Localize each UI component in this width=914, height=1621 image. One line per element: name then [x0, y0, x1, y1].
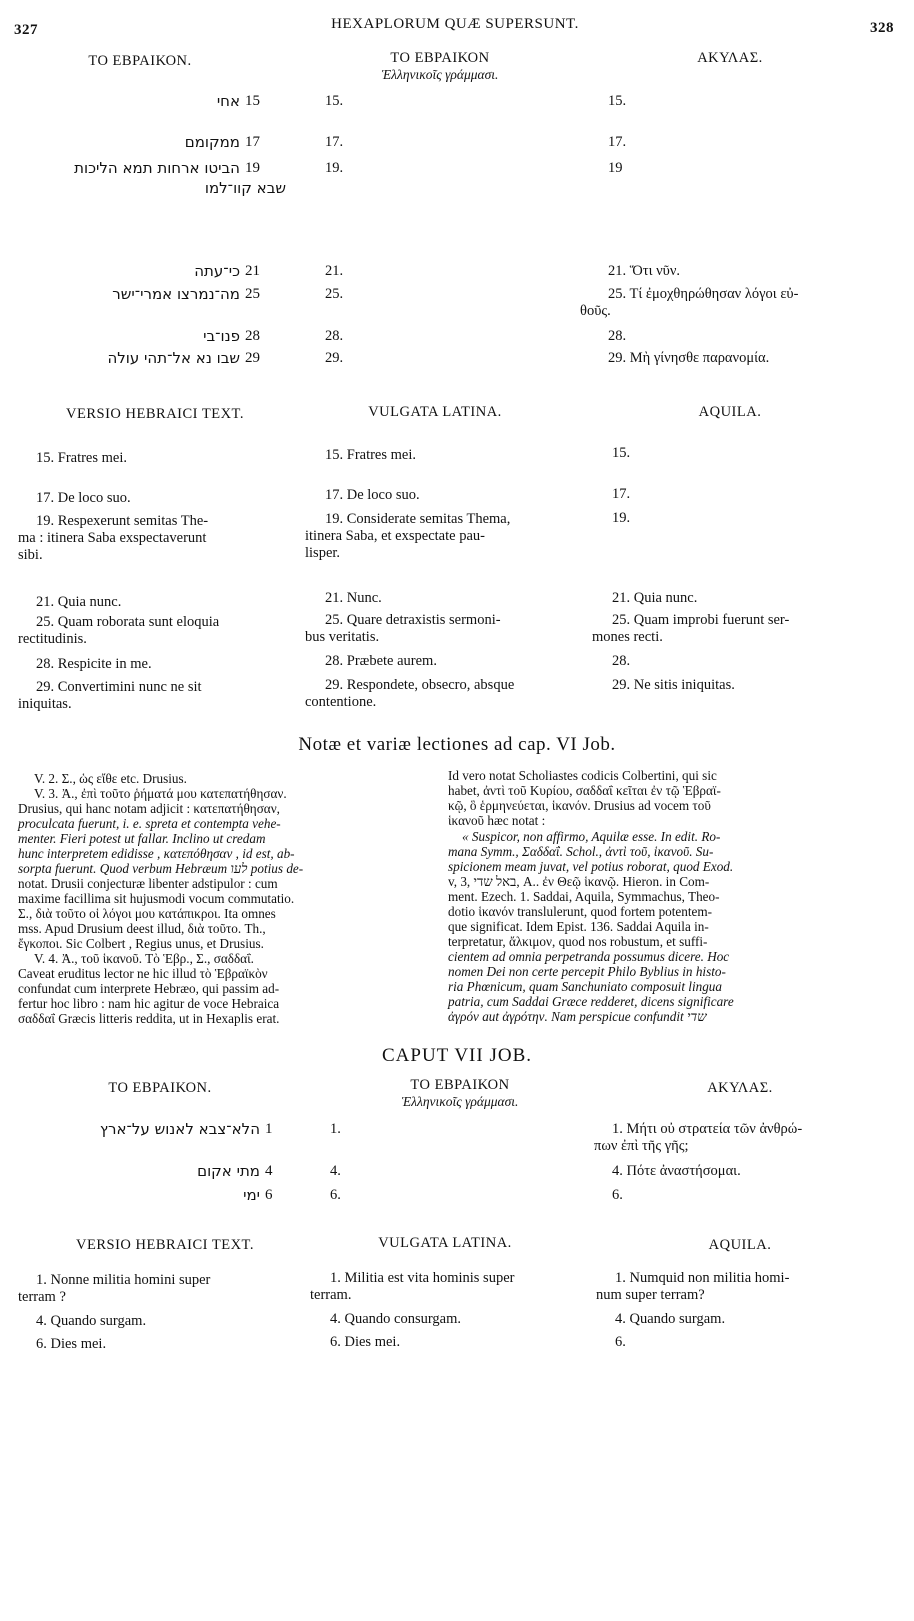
greek-verse: 29. — [325, 350, 344, 366]
col-subhead-greek-letters: Ἑλληνικοῖς γράμμασι. — [401, 1094, 519, 1109]
note-line: « Suspicor, non affirmo, Aquilæ esse. In edit. Ro- — [462, 829, 721, 844]
chapter-title: CAPUT VII JOB. — [381, 1045, 532, 1066]
note-line: menter. Fieri potest ut fallar. Inclino ut credam — [18, 831, 266, 846]
hebrew-text-cont: שבא קוו־למו — [204, 179, 286, 197]
note-line: que significat. Idem Epist. 136. Saddai Aquila in- — [448, 919, 709, 934]
note-line: mana Symm., Σαδδαΐ. Schol., ἀντὶ τοῦ, ἱκανοῦ. Su- — [448, 844, 714, 859]
aquila-verse: 15. — [608, 93, 627, 109]
versio-line: 28. Respicite in me. — [36, 656, 152, 672]
latin-head-aquila: AQUILA. — [698, 404, 762, 420]
vulgata-line: 19. Considerate semitas Thema, — [325, 511, 511, 527]
aquila-line: 1. Numquid non militia homi- — [615, 1270, 790, 1286]
aquila-line: 19. — [612, 510, 631, 526]
greek-verse: 19. — [325, 160, 344, 176]
note-line: hunc interpretem edidisse , κατεπόθησαν , id est, ab- — [18, 846, 295, 861]
latin-head-versio: VERSIO HEBRAICI TEXT. — [76, 1237, 254, 1253]
latin-head-vulgata: VULGATA LATINA. — [378, 1235, 512, 1251]
note-line: cientem ad omnia perpetranda possumus dicere. Hoc — [448, 949, 730, 964]
col-head-hebrew-greek: ΤΟ ΕΒΡΑΙΚΟΝ — [390, 50, 490, 66]
col-head-aquila: ΑΚΥΛΑΣ. — [707, 1080, 773, 1096]
versio-line: ma : itinera Saba exspectaverunt — [18, 530, 207, 546]
latin-head-versio: VERSIO HEBRAICI TEXT. — [66, 406, 244, 422]
vulgata-line: 25. Quare detraxistis sermoni- — [325, 612, 501, 628]
note-line: sorpta fuerunt. Quod verbum Hebræum לעו potius de- — [18, 861, 304, 876]
versio-line: iniquitas. — [18, 696, 72, 712]
greek-verse: 21. — [325, 263, 344, 279]
versio-line: 21. Quia nunc. — [36, 594, 122, 610]
vulgata-line: lisper. — [305, 545, 341, 561]
hebrew-text: הביטו ארחות תמא הליכות — [74, 159, 240, 177]
aquila-line: 15. — [612, 445, 631, 461]
note-line: patria, cum Saddai Græce redderet, dicens significare — [448, 994, 734, 1009]
aquila-verse: 19 — [608, 160, 623, 176]
aquila-line: 28. — [612, 653, 631, 669]
note-line: ἱκανοῦ hæc notat : — [448, 813, 546, 828]
verse-number: 25 — [245, 286, 260, 302]
note-line: Id vero notat Scholiastes codicis Colbertini, qui sic — [448, 768, 717, 783]
notes-title: Notæ et variæ lectiones ad cap. VI Job. — [298, 734, 616, 755]
verse-number: 21 — [245, 263, 260, 279]
note-line: spicionem meam juvat, vel potius roborat, quod Exod. — [448, 859, 734, 874]
page-number-left: 327 — [14, 22, 38, 38]
aquila-line: 21. Quia nunc. — [612, 590, 698, 606]
versio-line: sibi. — [18, 547, 43, 563]
greek-verse: 17. — [325, 134, 344, 150]
verse-number: 17 — [245, 134, 260, 150]
latin-head-vulgata: VULGATA LATINA. — [368, 404, 502, 420]
note-line: ἀγρόν aut ἀγρότην. Nam perspicue confundit שדי — [448, 1009, 707, 1024]
vulgata-line: 29. Respondete, obsecro, absque — [325, 677, 515, 693]
aquila-line: 17. — [612, 486, 631, 502]
aquila-line: mones recti. — [592, 629, 663, 645]
note-line: dotio ἱκανόν translulerunt, quod fortem potentem- — [448, 904, 713, 919]
hebrew-text: כי־עתה — [194, 262, 240, 280]
versio-line: terram ? — [18, 1289, 66, 1305]
vulgata-line: contentione. — [305, 694, 377, 710]
vulgata-line: 6. Dies mei. — [330, 1334, 401, 1350]
note-line: V. 2. Σ., ὡς εἴθε etc. Drusius. — [34, 771, 187, 786]
page-number-right: 328 — [870, 20, 894, 36]
hebrew-text: הלא־צבא לאנוש על־ארץ — [99, 1120, 260, 1138]
note-line: v, 3, באל שדי, A.. ἐν Θεῷ ἱκανῷ. Hieron. in Com- — [448, 874, 710, 889]
versio-line: 17. De loco suo. — [36, 490, 131, 506]
greek-verse: 1. — [330, 1121, 341, 1137]
hebrew-text: ימי — [243, 1186, 260, 1204]
col-head-aquila: ΑΚΥΛΑΣ. — [697, 50, 763, 66]
hebrew-text: שבו נא אל־תהי עולה — [107, 349, 240, 367]
vulgata-line: 17. De loco suo. — [325, 487, 420, 503]
vulgata-line: 21. Nunc. — [325, 590, 382, 606]
aquila-verse: 28. — [608, 328, 627, 344]
aquila-line: 29. Ne sitis iniquitas. — [612, 677, 735, 693]
note-line: terpretatur, ἄλκιμον, quod nos robustum, et suffi- — [448, 934, 708, 949]
verse-number: 15 — [245, 93, 260, 109]
note-line: habet, ἀντὶ τοῦ Κυρίου, σαδδαΐ κεῖται ἐν τῷ Ἑβραϊ- — [448, 783, 721, 798]
aquila-verse: 6. — [612, 1187, 623, 1203]
greek-verse: 15. — [325, 93, 344, 109]
versio-line: 19. Respexerunt semitas The- — [36, 513, 209, 529]
hebrew-text: אחי — [216, 92, 240, 110]
aquila-verse: 21. Ὅτι νῦν. — [608, 263, 681, 279]
note-line: proculcata fuerunt, i. e. spreta et contempta vehe- — [18, 816, 281, 831]
col-head-hebrew-greek: ΤΟ ΕΒΡΑΙΚΟΝ — [410, 1077, 510, 1093]
versio-line: 29. Convertimini nunc ne sit — [36, 679, 202, 695]
verse-number: 4 — [265, 1163, 273, 1179]
verse-number: 28 — [245, 328, 260, 344]
col-subhead-greek-letters: Ἑλληνικοῖς γράμμασι. — [381, 67, 499, 82]
note-line: Drusius, qui hanc notam adjicit : κατεπατήθησαν, — [18, 801, 280, 816]
vulgata-line: 28. Præbete aurem. — [325, 653, 437, 669]
verse-number: 29 — [245, 350, 260, 366]
aquila-verse: 25. Τί ἐμοχθηρώθησαν λόγοι εὐ- — [608, 286, 799, 302]
vulgata-line: bus veritatis. — [305, 629, 380, 645]
versio-line: 4. Quando surgam. — [36, 1313, 147, 1329]
versio-line: 15. Fratres mei. — [36, 450, 128, 466]
greek-verse: 28. — [325, 328, 344, 344]
aquila-verse-cont: πων ἐπὶ τῆς γῆς; — [594, 1138, 689, 1154]
verse-number: 1 — [265, 1121, 273, 1137]
running-title: HEXAPLORUM QUÆ SUPERSUNT. — [331, 16, 579, 32]
verse-number: 19 — [245, 160, 260, 176]
col-head-hebrew: ΤΟ ΕΒΡΑΙΚΟΝ. — [88, 53, 192, 69]
vulgata-line: 4. Quando consurgam. — [330, 1311, 462, 1327]
note-line: mss. Apud Drusium deest illud, διὰ τοῦτο. Th., — [18, 921, 266, 936]
note-line: Caveat eruditus lector ne hic illud τὸ Ἑβραϊκὸν — [18, 966, 268, 981]
aquila-line: 4. Quando surgam. — [615, 1311, 726, 1327]
aquila-verse: 1. Μήτι οὐ στρατεία τῶν ἀνθρώ- — [612, 1121, 803, 1137]
note-line: κῷ, ὃ ἑρμηνεύεται, ἱκανόν. Drusius ad vocem τοῦ — [448, 798, 711, 813]
aquila-line: 6. — [615, 1334, 626, 1350]
versio-line: 1. Nonne militia homini super — [36, 1272, 211, 1288]
note-line: ἔγκοποι. Sic Colbert , Regius unus, et Drusius. — [18, 936, 264, 951]
aquila-line: 25. Quam improbi fuerunt ser- — [612, 612, 790, 628]
note-line: V. 4. Ἀ., τοῦ ἱκανοῦ. Τὸ Ἑβρ., Σ., σαδδαΐ. — [34, 951, 254, 966]
versio-line: 25. Quam roborata sunt eloquia — [36, 614, 220, 630]
greek-verse: 6. — [330, 1187, 341, 1203]
vulgata-line: 1. Militia est vita hominis super — [330, 1270, 515, 1286]
vulgata-line: terram. — [310, 1287, 352, 1303]
note-line: V. 3. Ἀ., ἐπὶ τοῦτο ῥήματά μου κατεπατήθησαν. — [34, 786, 287, 801]
note-line: ment. Ezech. 1. Saddai, Aquila, Symmachus, Theo- — [448, 889, 720, 904]
hebrew-text: ממקומם — [184, 133, 240, 151]
note-line: confundat cum interprete Hebræo, qui passim ad- — [18, 981, 280, 996]
note-line: fertur hoc libro : nam hic agitur de voce Hebraica — [18, 996, 280, 1011]
note-line: ria Phœnicum, quam Sanchuniato composuit lingua — [448, 979, 722, 994]
col-head-hebrew: ΤΟ ΕΒΡΑΙΚΟΝ. — [108, 1080, 212, 1096]
versio-line: rectitudinis. — [18, 631, 87, 647]
aquila-line: num super terram? — [596, 1287, 705, 1303]
aquila-verse: 17. — [608, 134, 627, 150]
note-line: Σ., διὰ τοῦτο οἱ λόγοι μου κατάπικροι. Ita omnes — [18, 906, 276, 921]
hebrew-text: מה־נמרצו אמרי־ישר — [112, 285, 240, 303]
aquila-verse: 4. Πότε ἀναστήσομαι. — [612, 1163, 741, 1179]
aquila-verse: 29. Μὴ γίνησθε παρανομία. — [608, 350, 770, 366]
aquila-verse-cont: θοῦς. — [580, 303, 611, 319]
versio-line: 6. Dies mei. — [36, 1336, 107, 1352]
vulgata-line: 15. Fratres mei. — [325, 447, 417, 463]
greek-verse: 25. — [325, 286, 344, 302]
note-line: notat. Drusii conjecturæ libenter adstipulor : cum — [18, 876, 278, 891]
latin-head-aquila: AQUILA. — [708, 1237, 772, 1253]
vulgata-line: itinera Saba, et exspectate pau- — [305, 528, 485, 544]
note-line: maxime facillima sit hujusmodi vocum commutatio. — [18, 891, 295, 906]
hebrew-text: פנו־בי — [203, 327, 240, 345]
greek-verse: 4. — [330, 1163, 341, 1179]
hebrew-text: מתי אקום — [197, 1162, 260, 1180]
verse-number: 6 — [265, 1187, 273, 1203]
note-line: σαδδαΐ Græcis litteris reddita, ut in Hexaplis erat. — [18, 1011, 280, 1026]
note-line: nomen Dei non certe percepit Philo Byblius in histo- — [448, 964, 726, 979]
